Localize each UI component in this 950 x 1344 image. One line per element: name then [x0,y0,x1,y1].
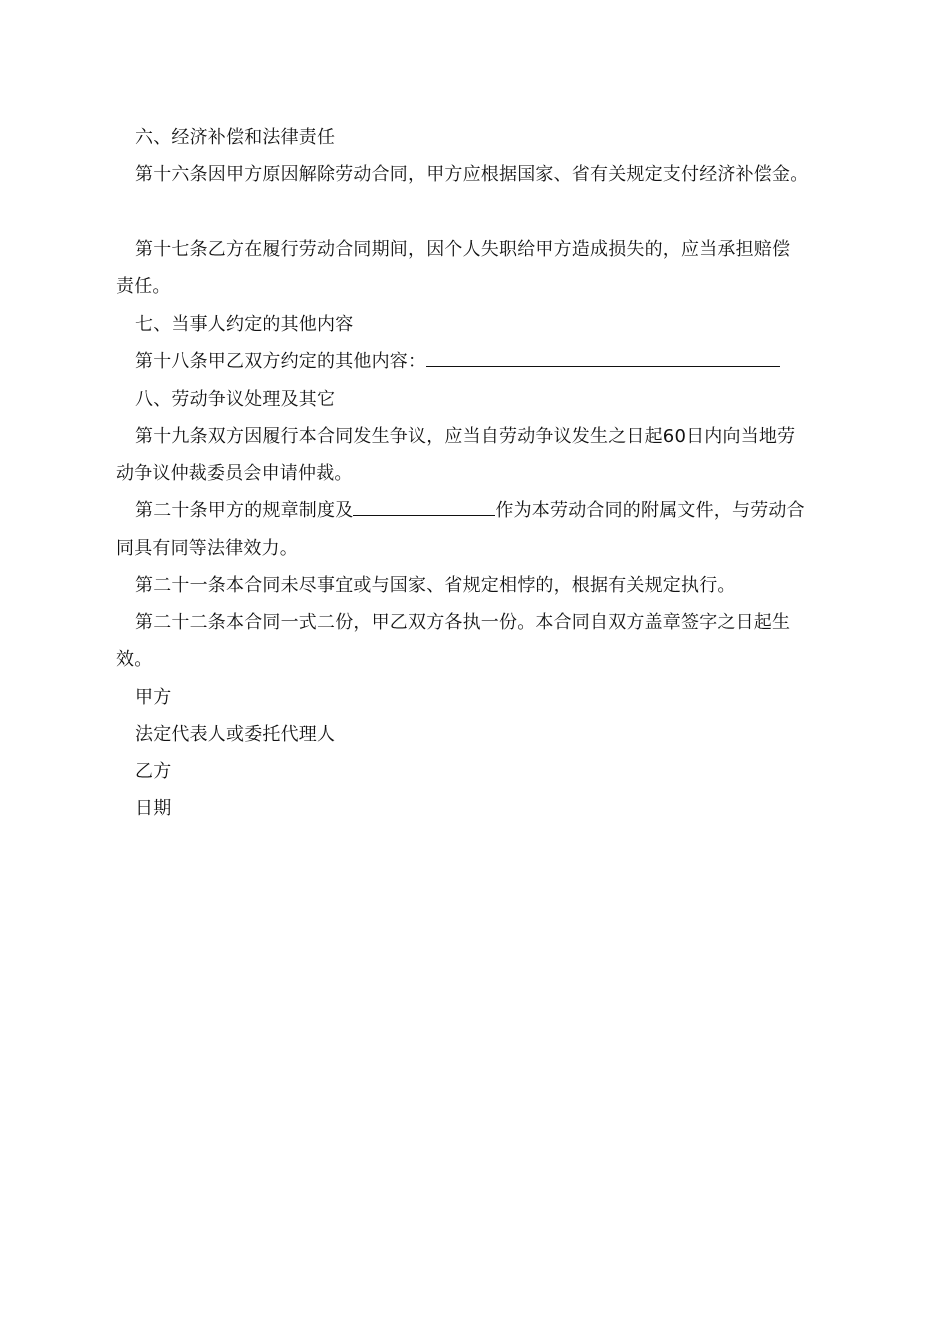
section-8-heading: 八、劳动争议处理及其它 [135,389,336,410]
article-17-line-1: 第十七条乙方在履行劳动合同期间，因个人失职给甲方造成损失的，应当承担赔偿 [135,239,791,260]
party-b-label: 乙方 [135,761,172,782]
article-21: 第二十一条本合同未尽事宜或与国家、省规定相悖的，根据有关规定执行。 [135,575,736,596]
article-20-text-pre: 第二十条甲方的规章制度及 [135,500,354,521]
party-a-label: 甲方 [135,687,172,708]
section-7-heading: 七、当事人约定的其他内容 [135,314,354,335]
article-22-line-2: 效。 [116,649,153,670]
article-18 [135,350,780,374]
legal-rep-label: 法定代表人或委托代理人 [135,724,336,745]
article-16: 第十六条因甲方原因解除劳动合同，甲方应根据国家、省有关规定支付经济补偿金。 [135,164,809,185]
article-20-text-post: 作为本劳动合同的附属文件，与劳动合 [495,500,805,521]
article-18-text: 第十八条甲乙双方约定的其他内容： [135,351,427,372]
article-20-blank [353,499,495,516]
article-20-line-2: 同具有同等法律效力。 [116,538,298,559]
article-18-blank [426,350,780,367]
article-20-line-1 [135,499,805,523]
section-6-heading: 六、经济补偿和法律责任 [135,127,336,148]
article-22-line-1: 第二十二条本合同一式二份，甲乙双方各执一份。本合同自双方盖章签字之日起生 [135,612,791,633]
article-19-line-2: 动争议仲裁委员会申请仲裁。 [116,463,353,484]
article-17-line-2: 责任。 [116,276,171,297]
article-19-line-1: 第十九条双方因履行本合同发生争议，应当自劳动争议发生之日起60日内向当地劳 [135,426,796,447]
date-label: 日期 [135,798,172,819]
